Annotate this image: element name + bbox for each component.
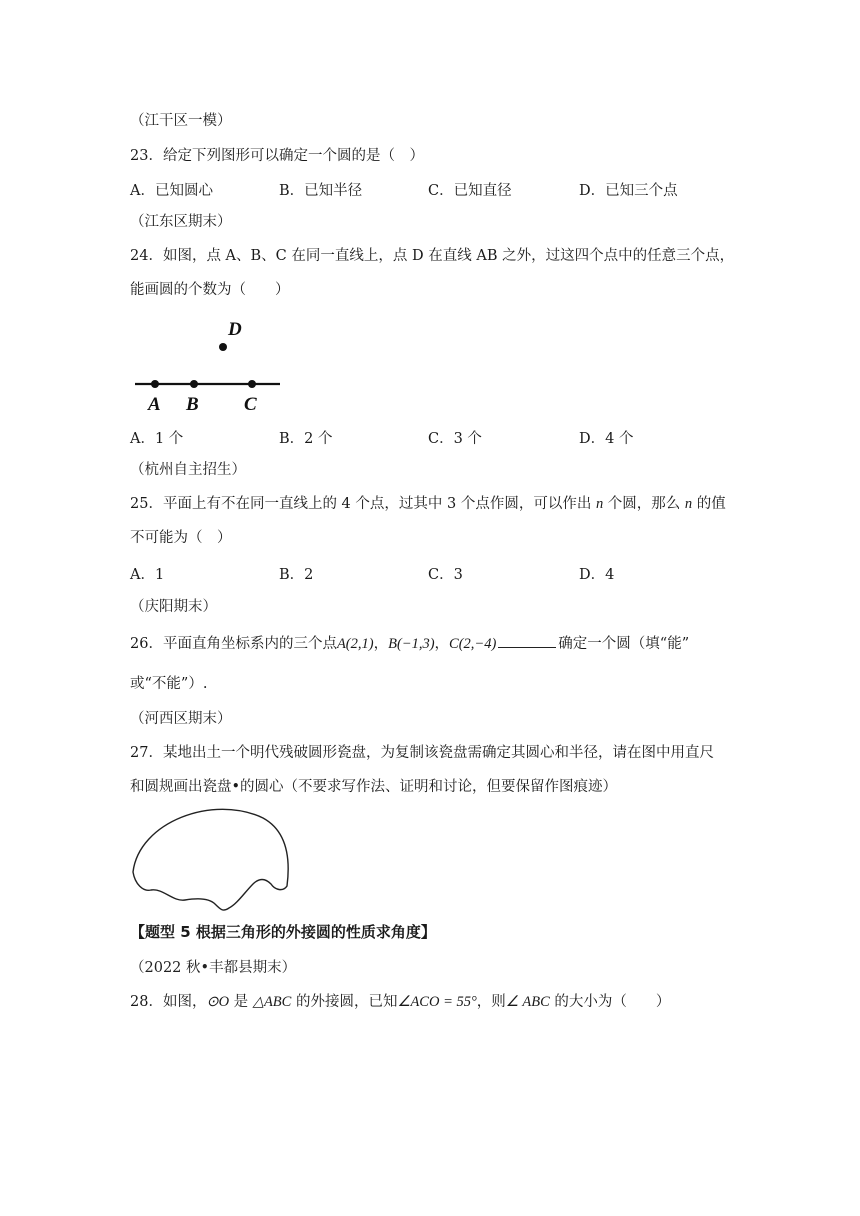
option-b: B．2 — [279, 567, 314, 583]
variable-n: n — [684, 496, 693, 512]
question-23-stem: 23．给定下列图形可以确定一个圆的是（ ） — [130, 148, 424, 164]
source-tag: （杭州自主招生） — [130, 462, 246, 478]
question-25-stem-line1 — [130, 494, 740, 514]
question-28-stem — [130, 992, 740, 1012]
question-27-stem-line1: 27．某地出土一个明代残破圆形瓷盘，为复制该瓷盘需确定其圆心和半径，请在图中用直尺 — [130, 745, 714, 761]
option-b: B．2 个 — [279, 431, 333, 447]
question-24-options — [130, 427, 750, 447]
triangle-symbol: △ABC — [252, 994, 292, 1010]
option-a: A．已知圆心 — [130, 183, 213, 199]
option-b: B．已知半径 — [279, 183, 363, 199]
section-title: 【题型 5 根据三角形的外接圆的性质求角度】 — [130, 923, 436, 941]
option-d: D．已知三个点 — [579, 183, 678, 199]
label-a: A — [148, 394, 161, 415]
question-25-options — [130, 563, 750, 583]
label-d: D — [228, 319, 242, 340]
stem-text: 确定一个圆（填“能” — [558, 636, 690, 652]
circle-symbol: ⊙O — [206, 994, 230, 1010]
question-25-stem-line2: 不可能为（ ） — [130, 530, 232, 546]
question-26-stem-line1 — [130, 633, 740, 654]
question-23-options — [130, 179, 750, 199]
question-24-stem-line2: 能画圆的个数为（ ） — [130, 282, 290, 298]
stem-text: 的大小为（ ） — [549, 994, 671, 1010]
separator: ， — [434, 636, 450, 652]
source-tag: （2022 秋•丰都县期末） — [130, 960, 297, 976]
question-24-stem-line1: 24．如图，点 A、B、C 在同一直线上，点 D 在直线 AB 之外，过这四个点中的任意三个点， — [130, 248, 735, 264]
source-tag: （河西区期末） — [130, 711, 232, 727]
stem-text: 的外接圆，已知 — [291, 994, 398, 1010]
stem-text: 个圆，那么 — [603, 496, 685, 512]
point-a-coord: A(2,1) — [336, 636, 374, 652]
option-d: D．4 个 — [579, 431, 634, 447]
option-c: C．3 — [428, 567, 463, 583]
point-b — [190, 380, 198, 388]
stem-text: 25．平面上有不在同一直线上的 4 个点，过其中 3 个点作圆，可以作出 — [130, 496, 596, 512]
stem-text: 是 — [229, 994, 253, 1010]
option-d: D．4 — [579, 567, 615, 583]
broken-plate-figure — [125, 800, 300, 920]
point-a — [151, 380, 159, 388]
plate-outline — [133, 809, 288, 910]
stem-text: 的值 — [692, 496, 726, 512]
source-tag: （江东区期末） — [130, 214, 232, 230]
point-c-coord: C(2,−4) — [449, 636, 497, 652]
option-a: A．1 个 — [130, 431, 184, 447]
answer-blank[interactable] — [498, 633, 556, 648]
points-line-figure — [130, 315, 290, 415]
source-tag: （江干区一模） — [130, 113, 232, 129]
angle-abc: ∠ ABC — [505, 994, 550, 1010]
option-c: C．3 个 — [428, 431, 482, 447]
stem-text: 26．平面直角坐标系内的三个点 — [130, 636, 337, 652]
angle-aco: ∠ACO = 55° — [397, 994, 477, 1010]
question-26-stem-line2: 或“不能”）. — [130, 676, 208, 692]
question-27-stem-line2: 和圆规画出瓷盘•的圆心（不要求写作法、证明和讨论，但要保留作图痕迹） — [130, 779, 618, 795]
source-tag: （庆阳期末） — [130, 599, 217, 615]
point-d — [219, 343, 227, 351]
stem-text: ，则 — [476, 994, 506, 1010]
label-b: B — [186, 394, 199, 415]
point-c — [248, 380, 256, 388]
option-a: A．1 — [130, 567, 165, 583]
label-c: C — [244, 394, 257, 415]
point-b-coord: B(−1,3) — [388, 636, 435, 652]
variable-n: n — [595, 496, 604, 512]
stem-text: 28．如图， — [130, 994, 207, 1010]
option-c: C．已知直径 — [428, 183, 512, 199]
separator: ， — [373, 636, 389, 652]
